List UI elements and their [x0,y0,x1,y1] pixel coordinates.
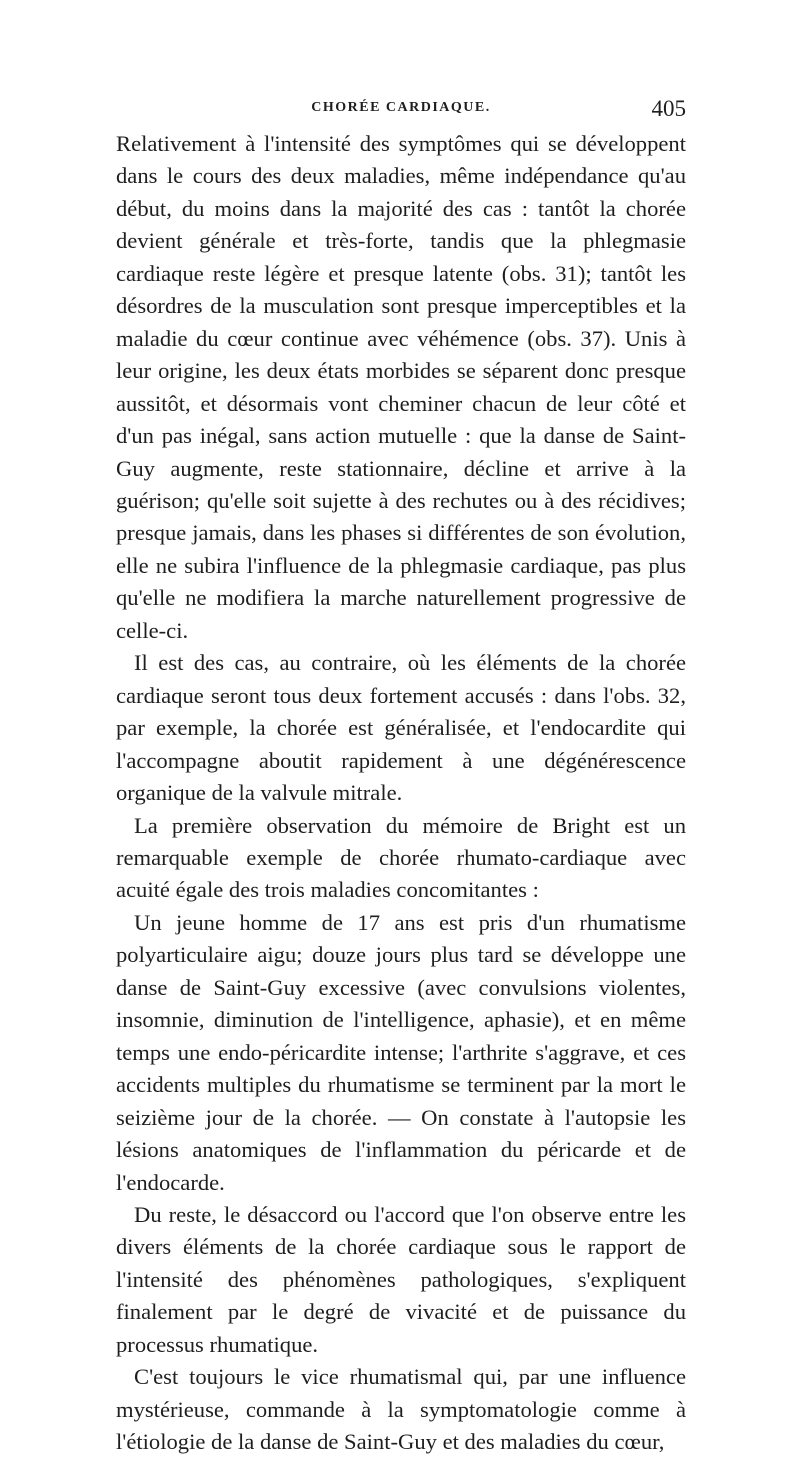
paragraph: Il est des cas, au contraire, où les éléments de la chorée cardiaque seront tous deux fortement accusés : dans l'obs. 32, par exemple, la chorée est généralisée, et l'endocardite qui l'accompagne aboutit rapidement à une dégénérescence organique de la valvule mitrale. [116,650,686,806]
body-text [116,128,686,1459]
paragraph: Relativement à l'intensité des symptômes qui se développent dans le cours des deux maladies, même indépendance qu'au début, du moins dans la majorité des cas : tantôt la chorée devient générale et très-forte, tandis que la phlegmasie cardiaque reste légère et presque latente (obs. 31); tantôt les désordres de la musculation sont presque imperceptibles et la maladie du cœur continue avec véhémence (obs. 37). Unis à leur origine, les deux états morbides se séparent donc presque aussitôt, et désormais vont cheminer chacun de leur côté et d'un pas inégal, sans action mutuelle : que la danse de Saint-Guy augmente, reste stationnaire, décline et arrive à la guérison; qu'elle soit sujette à des rechutes ou à des récidives; presque jamais, dans les phases si différentes de son évolution, elle ne subira l'influence de la phlegmasie cardiaque, pas plus qu'elle ne modifiera la marche naturellement progressive de celle-ci. [116,131,686,643]
paragraph: La première observation du mémoire de Bright est un remarquable exemple de chorée rhumato-cardiaque avec acuité égale des trois maladies concomitantes : [116,812,686,903]
running-title: CHORÉE CARDIAQUE. [311,100,491,115]
paragraph: C'est toujours le vice rhumatismal qui, par une influence mystérieuse, commande à la symptomatologie comme à l'étiologie de la danse de Saint-Guy et des maladies du cœur, [116,1364,686,1455]
running-header [116,96,686,122]
paragraph: Du reste, le désaccord ou l'accord que l'on observe entre les divers éléments de la chorée cardiaque sous le rapport de l'intensité des phénomènes pathologiques, s'expliquent finalement par le degré de vivacité et de puissance du processus rhumatique. [116,1201,686,1357]
paragraph: Un jeune homme de 17 ans est pris d'un rhumatisme polyarticulaire aigu; douze jours plus tard se développe une danse de Saint-Guy excessive (avec convulsions violentes, insomnie, diminution de l'intelligence, aphasie), et en même temps une endo-péricardite intense; l'arthrite s'aggrave, et ces accidents multiples du rhumatisme se terminent par la mort le seizième jour de la chorée. — On constate à l'autopsie les lésions anatomiques de l'inflammation du péricarde et de l'endocarde. [116,909,686,1195]
page-number: 405 [651,96,686,121]
